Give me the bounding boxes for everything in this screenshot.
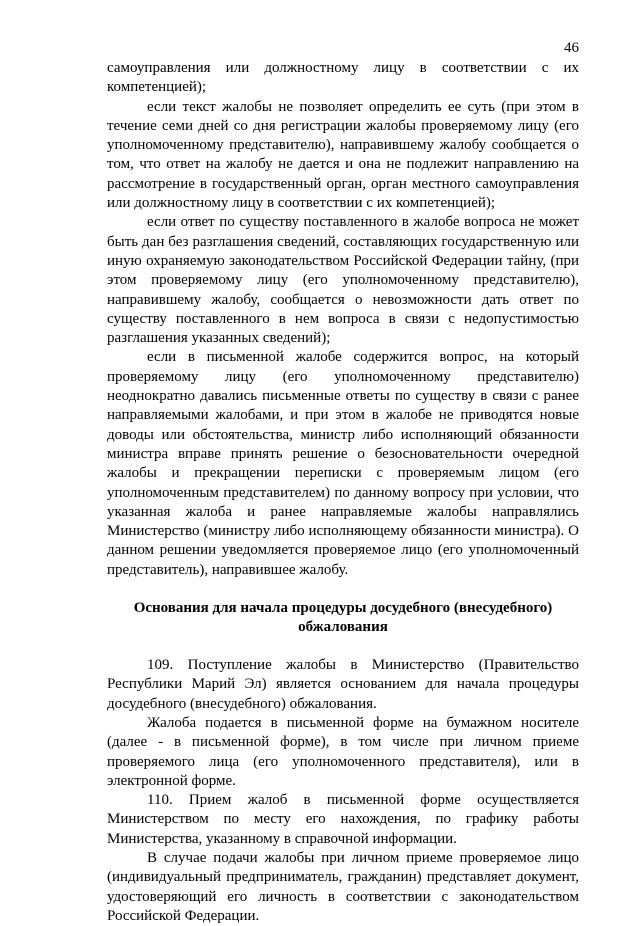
paragraph: 110. Прием жалоб в письменной форме осуществляется Министерством по месту его нахождения, по графику работы Министерства, указанному в справочной информации. (107, 792, 579, 847)
paragraph: Жалоба подается в письменной форме на бумажном носителе (далее - в письменной форме), в том числе при личном приеме проверяемого лица (его уполномоченного представителя), или в электронной форме. (107, 714, 579, 789)
paragraph: если в письменной жалобе содержится вопрос, на который проверяемому лицу (его уполномоченному представителю) неоднократно давались письменные ответы по существу в связи с ранее направляемыми жалобами, и при этом в жалобе не приводятся новые доводы или обстоятельства, министр либо исполняющий обязанности министра вправе принять решение о безосновательности очередной жалобы и прекращении переписки с проверяемым лицом (его уполномоченным представителем) по данному вопросу при условии, что указанная жалоба и ранее направляемые жалобы направлялись Министерство (министру либо исполняющему обязанности министра). О данном решении уведомляется проверяемое лицо (его уполномоченный представитель), направившее жалобу. (107, 349, 579, 578)
section-heading (107, 599, 579, 637)
paragraph: если текст жалобы не позволяет определить ее суть (при этом в течение семи дней со дня регистрации жалобы проверяемому лицу (его уполномоченному представителю), направившему жалобу сообщается о том, что ответ на жалобу не дается и она не подлежит направлению на рассмотрение в государственный орган, орган местного самоуправления или должностному лицу в соответствии с их компетенцией); (107, 98, 579, 212)
paragraph: самоуправления или должностному лицу в соответствии с их компетенцией); (107, 60, 579, 96)
paragraph: В случае подачи жалобы при личном приеме проверяемое лицо (индивидуальный предприниматель, гражданин) представляет документ, удостоверяющий его личность в соответствии с законодательством Российской Федерации. (107, 849, 579, 924)
paragraph: 109. Поступление жалобы в Министерство (Правительство Республики Марий Эл) является основанием для начала процедуры досудебного (внесудебного) обжалования. (107, 657, 579, 712)
page-number: 46 (564, 40, 579, 56)
paragraph: если ответ по существу поставленного в жалобе вопроса не может быть дан без разглашения сведений, составляющих государственную или иную охраняемую законодательством Российской Федерации тайну, (при этом проверяемому лицу (его уполномоченному представителю), направившему жалобу, сообщается о невозможности дать ответ по существу поставленного в нем вопроса в связи с недопустимостью разглашения указанных сведений); (107, 214, 579, 347)
section-heading-line1: Основания для начала процедуры досудебного (внесудебного) (133, 600, 553, 617)
section-heading-line2: обжалования (298, 619, 388, 636)
document-body (107, 59, 579, 926)
